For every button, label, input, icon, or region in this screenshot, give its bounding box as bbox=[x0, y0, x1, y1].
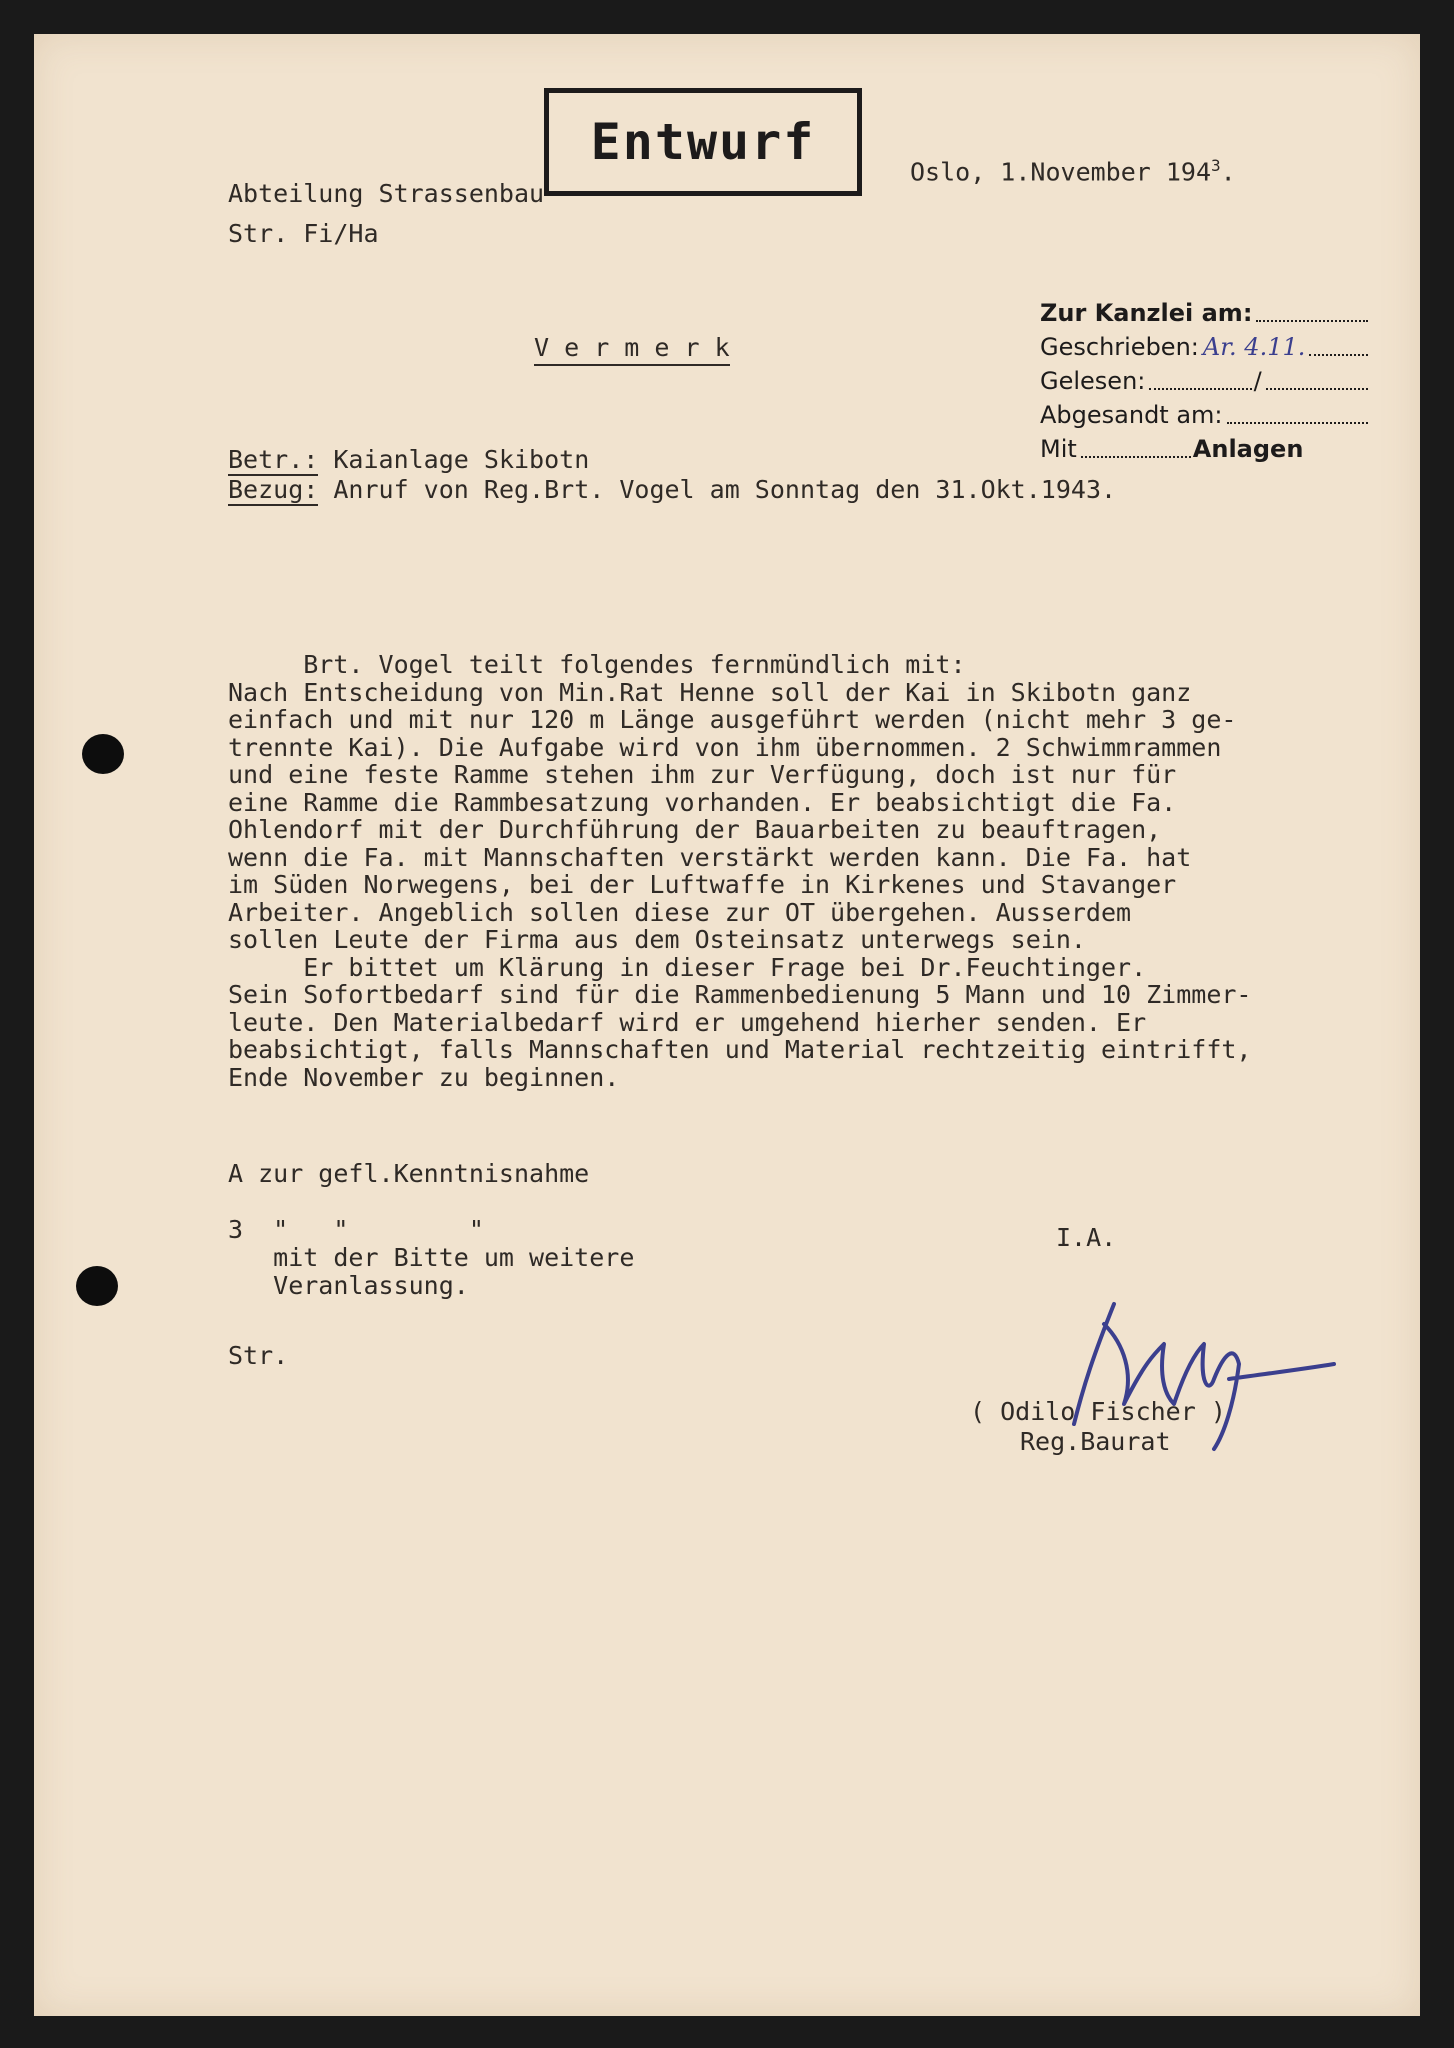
dotted-line bbox=[1309, 354, 1368, 356]
office-stamp-sep: / bbox=[1253, 367, 1262, 395]
body-line: eine Ramme die Rammbesatzung vorhanden. Er beabsichtigt die Fa. bbox=[228, 787, 1177, 817]
body-line: einfach und mit nur 120 m Länge ausgeführt werden (nicht mehr 3 ge- bbox=[228, 705, 1237, 734]
subject-bezug bbox=[228, 476, 1116, 504]
body-line: Ohlendorf mit der Durchführung der Bauarbeiten zu beauftragen, bbox=[228, 815, 1162, 844]
distribution-3c: Veranlassung. bbox=[228, 1271, 469, 1300]
office-stamp-row-4 bbox=[1040, 398, 1370, 432]
body-line: Nach Entscheidung von Min.Rat Henne soll der Kai in Skibotn ganz bbox=[228, 677, 1192, 707]
place-date bbox=[910, 152, 1236, 186]
place-date-end: . bbox=[1220, 157, 1236, 187]
distribution-3: 3 " " " bbox=[228, 1215, 484, 1244]
body-line: Sein Sofortbedarf sind für die Rammenbedienung 5 Mann und 10 Zimmer- bbox=[228, 980, 1252, 1009]
document-title: V e r m e r k bbox=[534, 334, 730, 366]
dotted-line bbox=[1256, 320, 1368, 322]
office-stamp-ink-initials: Ar. 4.11. bbox=[1202, 333, 1306, 361]
signature-title: Reg.Baurat bbox=[1020, 1427, 1171, 1456]
distribution-a: A zur gefl.Kenntnisnahme bbox=[228, 1159, 590, 1188]
place-date-sup: 3 bbox=[1211, 156, 1221, 175]
office-stamp-gelesen: Gelesen: bbox=[1040, 367, 1146, 395]
office-stamp-anlagen: Anlagen bbox=[1192, 435, 1304, 463]
dotted-line bbox=[1081, 456, 1191, 458]
body-line: leute. Den Materialbedarf wird er umgehend hierher senden. Er bbox=[228, 1007, 1147, 1037]
place-date-text: Oslo, 1.November 194 bbox=[910, 157, 1212, 187]
body-line: im Süden Norwegens, bei der Luftwaffe in Kirkenes und Stavanger bbox=[228, 870, 1177, 899]
body-line: Ende November zu beginnen. bbox=[228, 1062, 620, 1092]
document-page bbox=[34, 34, 1420, 2016]
distribution-str: Str. bbox=[228, 1341, 289, 1370]
office-stamp-mit: Mit bbox=[1040, 435, 1077, 463]
dotted-line bbox=[1266, 388, 1368, 390]
department: Abteilung Strassenbau bbox=[228, 179, 545, 208]
body-line: Arbeiter. Angeblich sollen diese zur OT übergehen. Ausserdem bbox=[228, 897, 1132, 927]
reference-code: Str. Fi/Ha bbox=[228, 219, 379, 248]
punch-hole bbox=[76, 1266, 118, 1306]
entwurf-stamp-label: Entwurf bbox=[590, 113, 816, 171]
punch-hole bbox=[82, 734, 124, 774]
subject-betr bbox=[228, 446, 589, 474]
dotted-line bbox=[1227, 422, 1368, 424]
office-stamp-geschrieben: Geschrieben: bbox=[1040, 333, 1199, 361]
body-line: trennte Kai). Die Aufgabe wird von ihm übernommen. 2 Schwimmrammen bbox=[228, 732, 1222, 762]
signature-name: ( Odilo Fischer ) bbox=[970, 1397, 1226, 1426]
office-stamp-abgesandt: Abgesandt am: bbox=[1040, 401, 1223, 429]
body-line: und eine feste Ramme stehen ihm zur Verfügung, doch ist nur für bbox=[228, 760, 1177, 789]
bezug-label: Bezug: bbox=[228, 475, 319, 504]
dotted-line bbox=[1149, 388, 1251, 390]
body-line: wenn die Fa. mit Mannschaften verstärkt werden kann. Die Fa. hat bbox=[228, 842, 1192, 872]
entwurf-stamp bbox=[544, 88, 862, 196]
office-stamp bbox=[1040, 296, 1370, 466]
office-stamp-row-1 bbox=[1040, 296, 1370, 330]
body-line: sollen Leute der Firma aus dem Osteinsatz unterwegs sein. bbox=[228, 925, 1086, 954]
signature-ia: I.A. bbox=[1056, 1223, 1117, 1252]
office-stamp-row-5 bbox=[1040, 432, 1370, 466]
office-stamp-row-2 bbox=[1040, 330, 1370, 364]
body-line: beabsichtigt, falls Mannschaften und Material rechtzeitig eintrifft, bbox=[228, 1035, 1252, 1064]
bezug-value: Anruf von Reg.Brt. Vogel am Sonntag den 31.Okt.1943. bbox=[333, 475, 1117, 504]
body-line: Er bittet um Klärung in dieser Frage bei Dr.Feuchtinger. bbox=[228, 952, 1147, 982]
body-line: Brt. Vogel teilt folgendes fernmündlich mit: bbox=[228, 650, 966, 679]
distribution-3b: mit der Bitte um weitere bbox=[228, 1243, 635, 1272]
office-stamp-kanzlei: Zur Kanzlei am: bbox=[1040, 299, 1253, 327]
betr-label: Betr.: bbox=[228, 445, 319, 474]
office-stamp-row-3 bbox=[1040, 364, 1370, 398]
body-text bbox=[228, 650, 1252, 1090]
betr-value: Kaianlage Skibotn bbox=[333, 445, 590, 474]
